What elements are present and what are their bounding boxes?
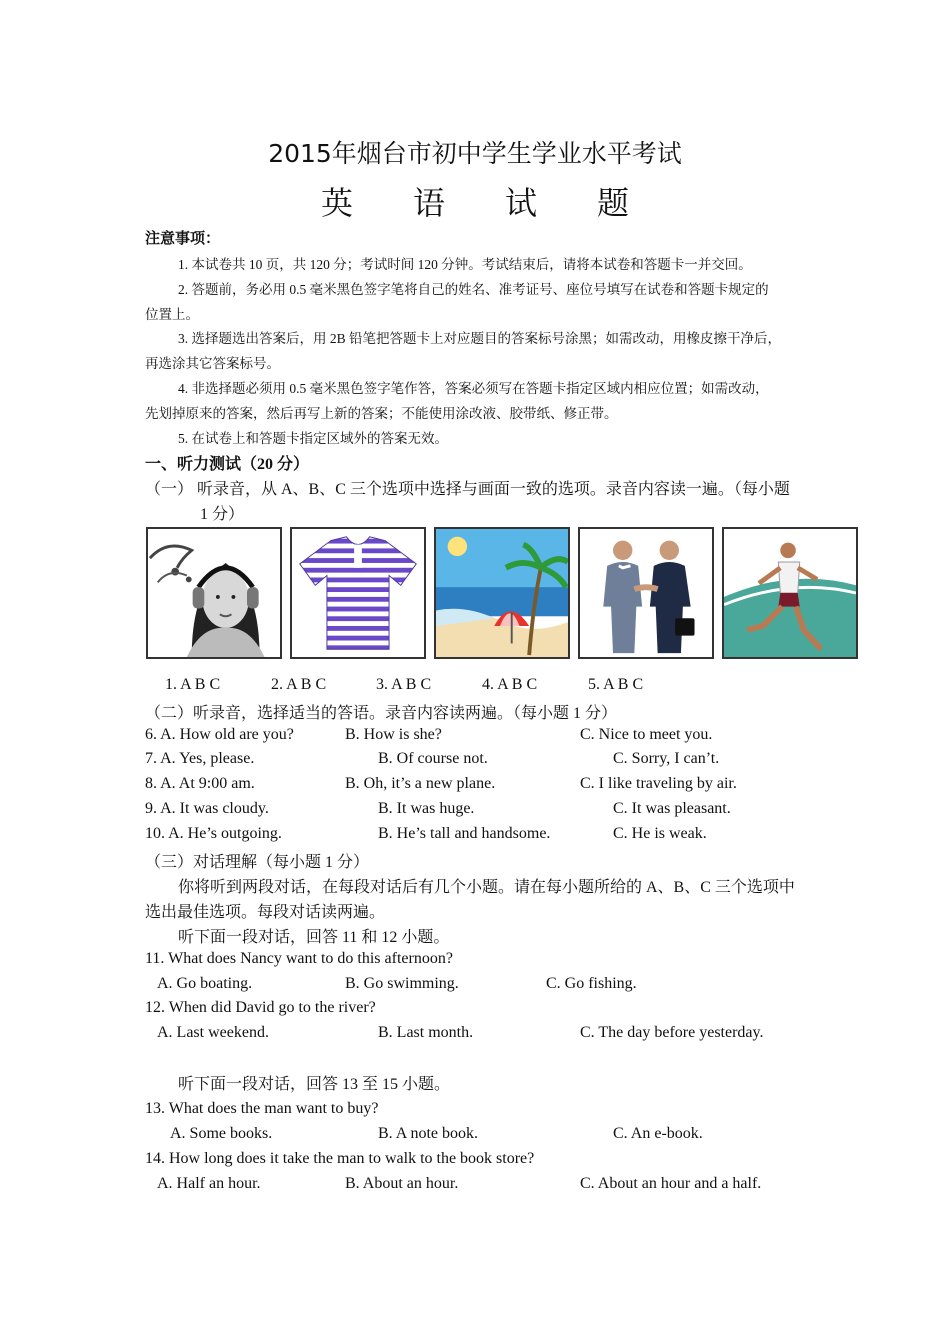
part1-instruction-cont: 1 分） xyxy=(200,506,245,523)
answer-choices: 3. A B C xyxy=(376,676,432,693)
question-option: B. About an hour. xyxy=(345,1175,459,1192)
question-option: B. Last month. xyxy=(378,1024,474,1041)
beach-image xyxy=(434,527,570,659)
answer-choices: 2. A B C xyxy=(271,676,327,693)
question-option: A. Go boating. xyxy=(157,975,253,992)
part3-instruction: （三）对话理解（每小题 1 分） xyxy=(145,854,370,871)
question-option: B. How is she? xyxy=(345,726,442,743)
question-option: C. It was pleasant. xyxy=(613,800,731,817)
question-option: A. Some books. xyxy=(170,1125,273,1142)
question-option: A. Last weekend. xyxy=(157,1024,269,1041)
question-option: C. An e-book. xyxy=(613,1125,703,1142)
question-option: B. He’s tall and handsome. xyxy=(378,825,551,842)
question-stem: 11. What does Nancy want to do this afternoon? xyxy=(145,950,453,967)
notice-line: 2. 答题前，务必用 0.5 毫米黑色签字笔将自己的姓名、准考证号、座位号填写在试卷和答题卡规定的 xyxy=(178,282,769,297)
dialog-intro: 听下面一段对话，回答 11 和 12 小题。 xyxy=(178,929,450,946)
question-option: A. Half an hour. xyxy=(157,1175,261,1192)
notice-line: 再选涂其它答案标号。 xyxy=(145,356,280,371)
question-option: 9. A. It was cloudy. xyxy=(145,800,269,817)
question-option: C. He is weak. xyxy=(613,825,707,842)
question-option: B. Of course not. xyxy=(378,750,488,767)
part3-description-cont: 选出最佳选项。每段对话读两遍。 xyxy=(145,904,386,921)
notice-line: 5. 在试卷上和答题卡指定区域外的答案无效。 xyxy=(178,431,448,446)
question-option: 7. A. Yes, please. xyxy=(145,750,255,767)
notice-line: 1. 本试卷共 10 页，共 120 分；考试时间 120 分钟。考试结束后，请将本试卷和答题卡一并交回。 xyxy=(178,257,752,272)
question-option: C. Go fishing. xyxy=(546,975,637,992)
part1-instruction: （一） 听录音，从 A、B、C 三个选项中选择与画面一致的选项。录音内容读一遍。（每小题 xyxy=(145,481,790,498)
answer-choices: 4. A B C xyxy=(482,676,538,693)
notice-line: 3. 选择题选出答案后，用 2B 铅笔把答题卡上对应题目的答案标号涂黑；如需改动，用橡皮擦干净后， xyxy=(178,331,782,346)
question-option: 8. A. At 9:00 am. xyxy=(145,775,255,792)
answer-choices: 1. A B C xyxy=(165,676,221,693)
exam-subtitle: 英 语 试 题 xyxy=(320,185,655,221)
exam-title: 2015年烟台市初中学生学业水平考试 xyxy=(268,139,682,168)
question-option: B. Oh, it’s a new plane. xyxy=(345,775,496,792)
runner-image xyxy=(722,527,858,659)
question-option: C. Sorry, I can’t. xyxy=(613,750,720,767)
question-option: B. A note book. xyxy=(378,1125,479,1142)
question-option: 10. A. He’s outgoing. xyxy=(145,825,282,842)
answer-choices: 5. A B C xyxy=(588,676,644,693)
notice-line: 先划掉原来的答案，然后再写上新的答案；不能使用涂改液、胶带纸、修正带。 xyxy=(145,406,618,421)
question-option: C. I like traveling by air. xyxy=(580,775,737,792)
part2-instruction: （二）听录音，选择适当的答语。录音内容读两遍。（每小题 1 分） xyxy=(145,705,618,722)
notice-line: 位置上。 xyxy=(145,307,199,322)
notice-line: 4. 非选择题必须用 0.5 毫米黑色签字笔作答，答案必须写在答题卡指定区域内相应位置；如需改动， xyxy=(178,381,769,396)
question-stem: 12. When did David go to the river? xyxy=(145,999,376,1016)
dialog-intro: 听下面一段对话，回答 13 至 15 小题。 xyxy=(178,1076,451,1093)
striped-shirt-image xyxy=(290,527,426,659)
question-option: B. Go swimming. xyxy=(345,975,459,992)
section-heading: 一、听力测试（20 分） xyxy=(145,456,310,473)
question-stem: 13. What does the man want to buy? xyxy=(145,1100,379,1117)
notice-heading: 注意事项： xyxy=(145,231,221,247)
question-option: C. About an hour and a half. xyxy=(580,1175,762,1192)
handshake-image xyxy=(578,527,714,659)
question-option: C. Nice to meet you. xyxy=(580,726,713,743)
question-option: C. The day before yesterday. xyxy=(580,1024,764,1041)
question-stem: 14. How long does it take the man to walk to the book store? xyxy=(145,1150,535,1167)
question-option: B. It was huge. xyxy=(378,800,475,817)
question-option: 6. A. How old are you? xyxy=(145,726,294,743)
part3-description: 你将听到两段对话，在每段对话后有几个小题。请在每小题所给的 A、B、C 三个选项中 xyxy=(178,879,795,896)
headphones-girl-image xyxy=(146,527,282,659)
